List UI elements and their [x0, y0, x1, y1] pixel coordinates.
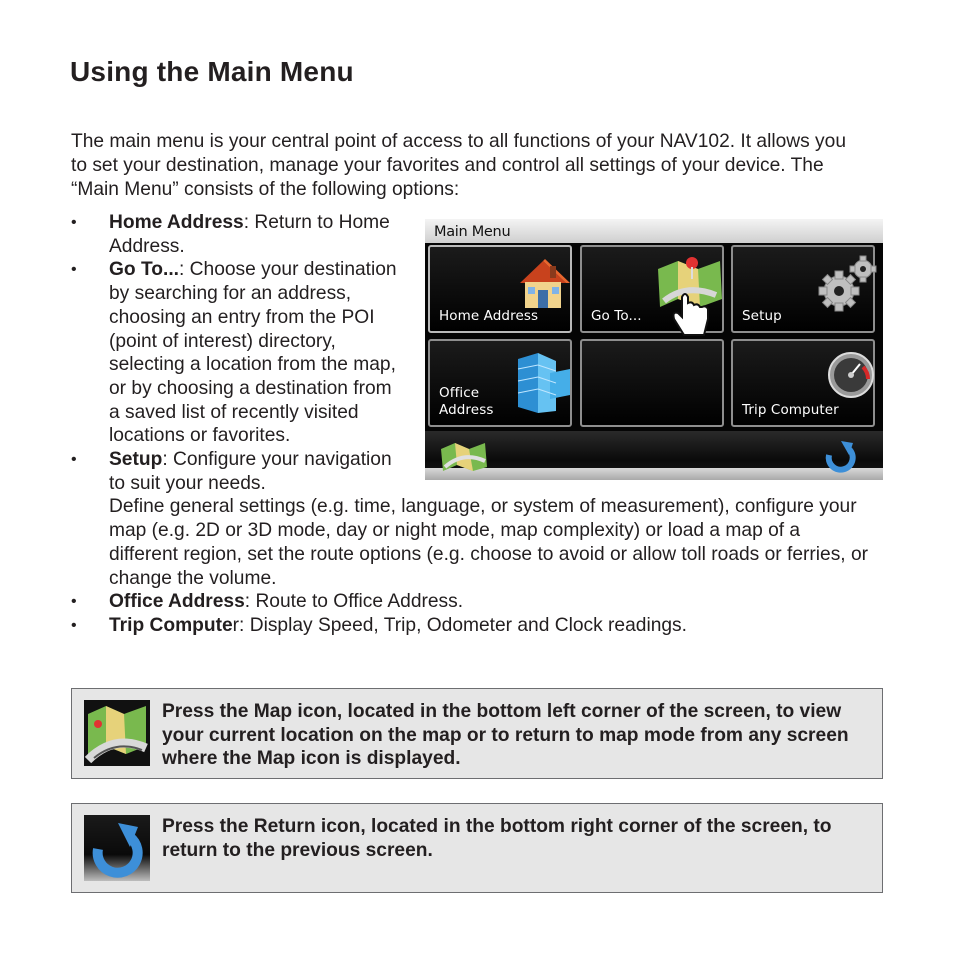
term-office-address: Office Address — [109, 591, 245, 613]
note-map-image — [84, 700, 150, 766]
term-setup: Setup — [109, 449, 163, 471]
map-icon — [84, 700, 150, 766]
office-address-label-line1: Office — [439, 385, 480, 401]
desc-setup-rest: Define general settings (e.g. time, language, or system of measurement), configure your map (e.g. 2D or 3D mode, day or night mode, map complexity) or load a map of a different region, set the route options (e.g. choose to avoid or allow toll roads or ferries, or change the volume. — [109, 496, 869, 589]
device-main-menu-screenshot — [425, 219, 883, 480]
device-bottom-bar — [425, 431, 883, 480]
list-item-trip-computer — [71, 614, 869, 638]
desc-office-address: : Route to Office Address. — [244, 591, 464, 613]
desc-go-to: : Choose your destination by searching for an address, choosing an entry from the POI (point of interest) directory, selecting a location from the map, or by choosing a destination from a saved list of recently visited locations or favorites. — [109, 259, 397, 447]
map-pin-hand-icon — [656, 253, 726, 349]
return-icon — [84, 815, 150, 881]
setup-label: Setup — [742, 308, 782, 324]
map-icon-note — [71, 688, 883, 779]
return-icon-note-text: Press the Return icon, located in the bottom right corner of the screen, to return to the previous screen. — [162, 816, 832, 861]
return-icon-note — [71, 803, 883, 893]
go-to-tile[interactable] — [580, 245, 724, 333]
list-item-office-address — [71, 590, 869, 614]
desc-home-address: : Return to Home Address. — [109, 212, 390, 257]
office-address-tile[interactable] — [428, 339, 572, 427]
list-item-go-to — [71, 258, 403, 448]
go-to-label: Go To... — [591, 308, 642, 324]
map-icon[interactable] — [439, 441, 489, 473]
trip-computer-label: Trip Computer — [742, 402, 839, 418]
bottom-bar-strip — [425, 468, 883, 480]
office-building-icon — [512, 351, 572, 417]
setup-tile[interactable] — [731, 245, 875, 333]
term-trip-computer: Trip Compute — [109, 614, 233, 636]
home-address-label: Home Address — [439, 308, 539, 324]
note-return-image — [84, 815, 150, 881]
term-home-address: Home Address — [109, 212, 244, 233]
list-item-home-address — [71, 211, 401, 258]
home-address-tile[interactable] — [428, 245, 572, 333]
device-title-bar — [425, 219, 883, 243]
map-icon-note-text: Press the Map icon, located in the bottom left corner of the screen, to view your current location on the map or to return to map mode from any screen where the Map icon is displayed. — [162, 701, 849, 770]
desc-setup-first: : Configure your navigation to suit your needs. — [109, 449, 392, 494]
page-title: Using the Main Menu — [70, 56, 354, 87]
empty-tile — [580, 339, 724, 427]
term-go-to: Go To... — [109, 259, 179, 281]
intro-paragraph: The main menu is your central point of access to all functions of your NAV102. It allows you to set your destination, manage your favorites and control all settings of your device. The “Main Menu” consists of the following options: — [71, 131, 846, 200]
office-address-label-line2: Address — [439, 402, 494, 418]
device-title: Main Menu — [434, 224, 511, 240]
gears-icon — [815, 255, 877, 315]
return-icon[interactable] — [823, 439, 857, 475]
house-icon — [514, 257, 572, 311]
desc-trip-computer: r: Display Speed, Trip, Odometer and Clock readings. — [232, 614, 687, 636]
speedometer-icon — [827, 351, 875, 399]
trip-computer-tile[interactable] — [731, 339, 875, 427]
